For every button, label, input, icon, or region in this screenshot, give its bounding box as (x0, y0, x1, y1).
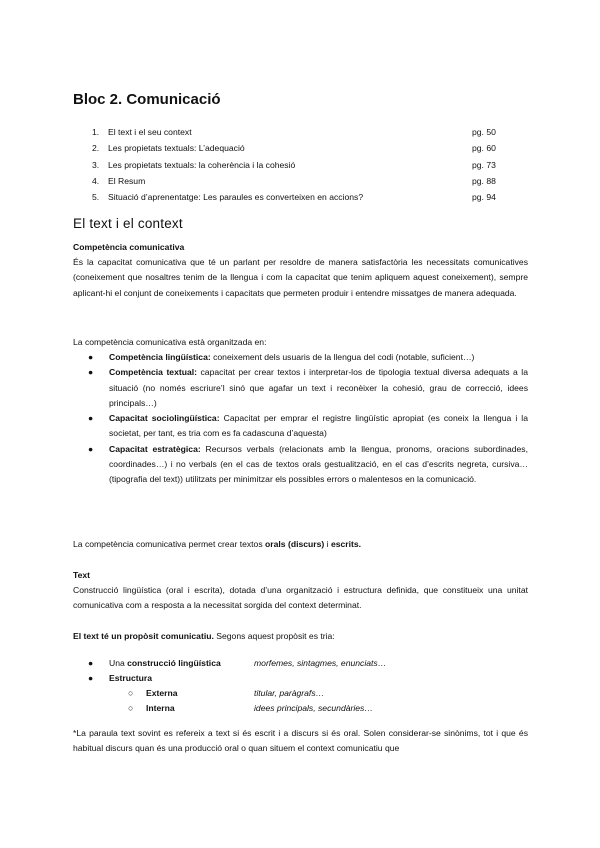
bullet-icon: ● (88, 673, 94, 683)
list-item (73, 411, 528, 442)
section-title: El text i el context (73, 216, 183, 231)
text-structure-list (73, 656, 528, 716)
toc-title: Les propietats textuals: la coherència i la cohesió (108, 159, 296, 170)
list-text: coneixement dels usuaris de la llengua del codi (notable, suficient…) (210, 352, 475, 362)
closing-escrits: escrits. (330, 539, 362, 549)
toc-page: pg. 50 (472, 127, 496, 138)
purpose-bold: El text té un propòsit comunicatiu. (73, 631, 214, 641)
paragraph-proposit (73, 629, 528, 644)
list-item-construccio (109, 656, 221, 671)
toc-page: pg. 73 (472, 159, 496, 170)
list-text: Capacitat per emprar el registre lingüístic apropiat (es coneix la llengua i la societat, per tant, es tria com es fa cadascuna d’aquesta) (109, 413, 528, 439)
footnote: *La paraula text sovint es refereix a text si és escrit i a discurs si és oral. Solen considerar-se sinònims, tot i que és habitual discurs quan és una producció oral o quan situem el context comunicatiu que (73, 728, 528, 754)
subheading-text: Text (73, 570, 91, 580)
toc-title: Situació d’aprenentatge: Les paraules es converteixen en accions? (108, 192, 364, 203)
list-term: Capacitat estratègica: (109, 443, 201, 454)
purpose-text: Segons aquest propòsit es tria: (213, 631, 335, 641)
toc-number: 3. (92, 159, 100, 170)
list-term: Competència textual: (109, 367, 198, 378)
sub-item-term: Externa (146, 688, 178, 698)
bullet-icon: ● (88, 367, 94, 378)
page-title: Bloc 2. Comunicació (73, 91, 221, 108)
list-term: Competència lingüística: (109, 352, 211, 362)
list-term: Capacitat sociolingüística: (109, 413, 220, 424)
toc-number: 4. (92, 176, 100, 187)
bullet-icon: ● (88, 413, 94, 424)
bullet-icon: ● (88, 443, 94, 454)
toc-page: pg. 88 (472, 176, 496, 187)
list-item (73, 365, 528, 411)
paragraph-competencia: És la capacitat comunicativa que té un parlant per resoldre de manera satisfactòria les necessitats comunicatives (coneixement que nosaltres tenim de la llengua i com la capacitat que tenim apliquem aquest coneixement), sempre aplicant-hi el conjunt de coneixements i capacitats que permeten produir i entendre missatges de manera adequada. (73, 257, 528, 298)
paragraph-organitzada: La competència comunicativa està organitzada en: (73, 337, 267, 347)
toc-row (92, 124, 502, 140)
toc-title: El text i el seu context (108, 127, 192, 138)
list-item (73, 350, 528, 365)
paragraph-permet (73, 537, 528, 552)
table-of-contents (92, 124, 502, 205)
bullet-icon: ● (88, 658, 94, 668)
closing-text: La competència comunicativa permet crear textos (73, 539, 266, 549)
closing-oral: orals (discurs) (265, 539, 325, 549)
item-term: Estructura (109, 673, 152, 683)
sub-bullet-icon: ○ (128, 703, 134, 713)
toc-number: 1. (92, 127, 100, 138)
competencies-list (73, 350, 528, 488)
list-text: Recursos verbals (relacionats amb la llengua, pronoms, oracions subordinades, coordinades…) i no verbals (en el cas de textos orals gestualització, en el cas d’escrits negreta, cursiva… (tipografia del text)) utilitzats per minimitzar els possibles errors o malentesos en la comunicació. (109, 443, 528, 485)
bullet-icon: ● (88, 352, 94, 362)
sub-item-term: Interna (146, 703, 175, 713)
paragraph-text: Construcció lingüística (oral i escrita), dotada d’una organització i estructura definida, que constitueix una unitat comunicativa com a resposta a la necessitat sorgida del context determinat. (73, 585, 528, 611)
closing-conjunction: i (324, 539, 331, 549)
item-prefix: Una (109, 658, 128, 668)
toc-row (92, 189, 502, 205)
toc-page: pg. 94 (472, 192, 496, 203)
toc-number: 5. (92, 192, 100, 203)
subheading-competencia: Competència comunicativa (73, 242, 185, 252)
sub-bullet-icon: ○ (128, 688, 134, 698)
toc-row (92, 140, 502, 156)
sub-item-examples: idees principals, secundàries… (254, 703, 373, 713)
item-examples: morfemes, sintagmes, enunciats… (254, 658, 387, 668)
toc-title: Les propietats textuals: L’adequació (108, 143, 245, 154)
item-term: construcció lingüística (127, 658, 221, 668)
list-text: capacitat per crear textos i interpretar-los de tipologia textual diversa adequats a la situació (no només escriure’l sinó que agafar un text i reconèixer la cohesió, grau de correcció, idees principals…) (109, 367, 528, 408)
toc-row (92, 157, 502, 173)
toc-title: El Resum (108, 176, 146, 187)
toc-row (92, 173, 502, 189)
sub-item-examples: titular, paràgrafs… (254, 688, 325, 698)
toc-page: pg. 60 (472, 143, 496, 154)
toc-number: 2. (92, 143, 100, 154)
list-item (73, 442, 528, 488)
